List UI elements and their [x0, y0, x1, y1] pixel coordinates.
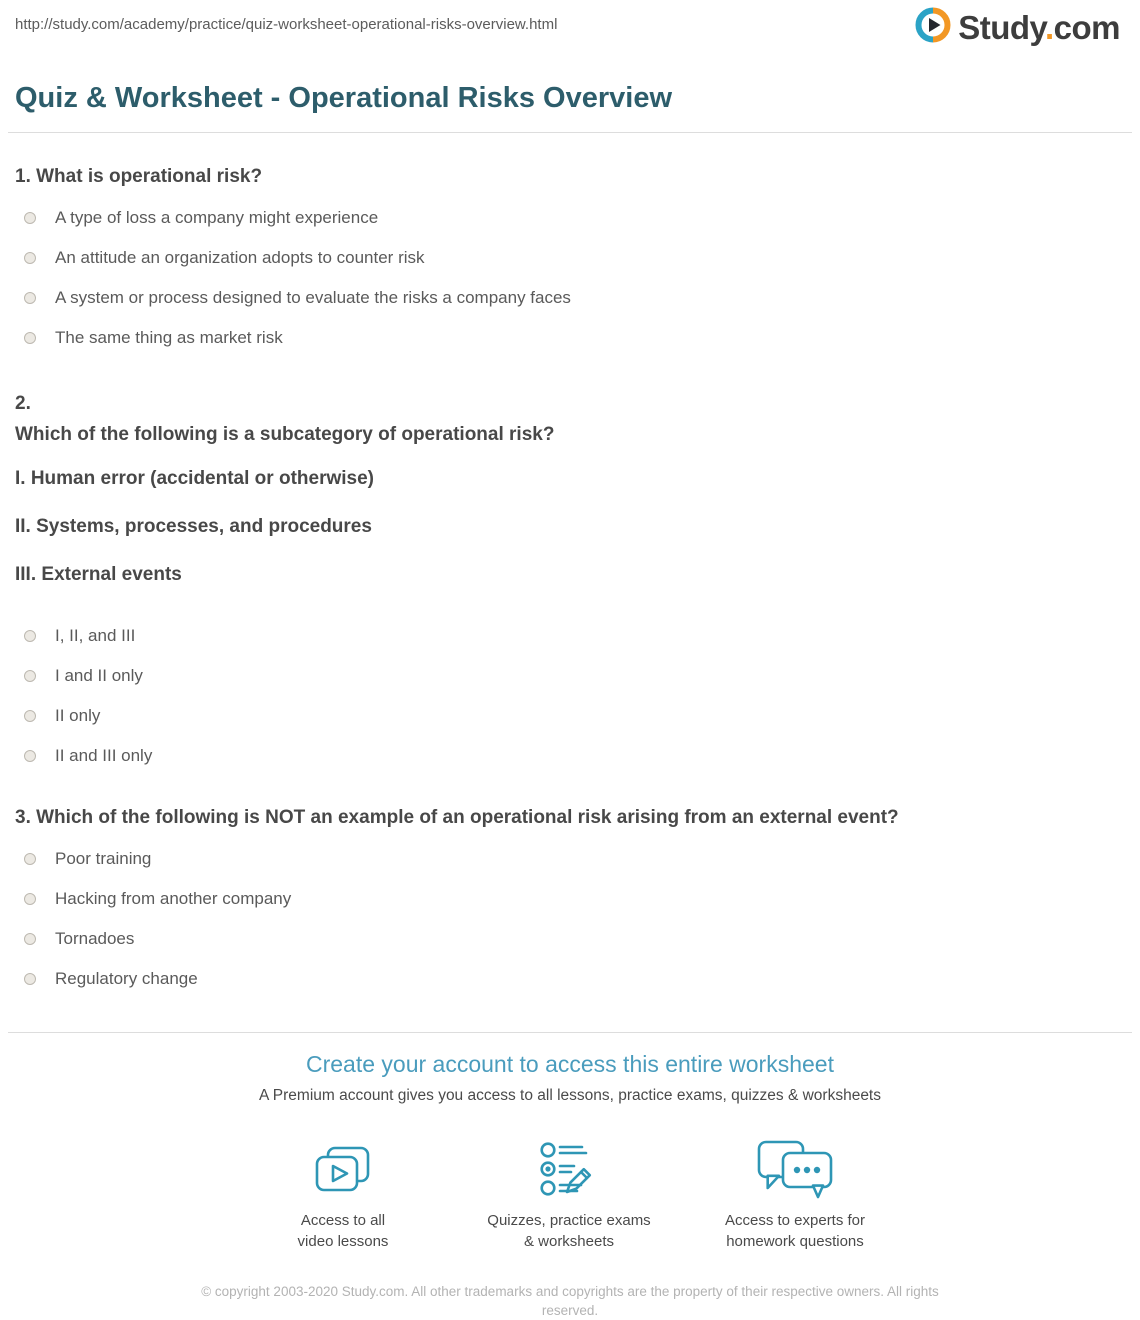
question-2 — [15, 389, 1140, 776]
copyright-notice: © copyright 2003-2020 Study.com. All other trademarks and copyrights are the property of their respective owners. All rights reserved. — [201, 1284, 939, 1318]
video-lessons-icon — [230, 1139, 456, 1199]
feature-quizzes-worksheets — [456, 1139, 682, 1252]
option-row[interactable] — [15, 198, 1140, 238]
option-label[interactable]: Hacking from another company — [55, 889, 292, 908]
option-label[interactable]: II only — [55, 706, 101, 725]
option-row[interactable] — [15, 278, 1140, 318]
radio-button[interactable] — [24, 750, 36, 762]
statement-3: III. External events — [15, 564, 182, 585]
radio-button[interactable] — [24, 853, 36, 865]
radio-button[interactable] — [24, 212, 36, 224]
question-1-options — [15, 198, 1140, 358]
option-row[interactable] — [15, 839, 1140, 879]
option-row[interactable] — [15, 959, 1140, 999]
question-1 — [15, 166, 1140, 358]
option-row[interactable] — [15, 656, 1140, 696]
feature-label: Access to all video lessons — [297, 1212, 389, 1250]
create-account-link[interactable]: Create your account to access this entire worksheet — [306, 1051, 834, 1077]
radio-button[interactable] — [24, 933, 36, 945]
option-label[interactable]: An attitude an organization adopts to counter risk — [55, 248, 425, 267]
radio-button[interactable] — [24, 252, 36, 264]
feature-label: Quizzes, practice exams & worksheets — [487, 1212, 651, 1250]
option-label[interactable]: A system or process designed to evaluate the risks a company faces — [55, 288, 571, 307]
radio-button[interactable] — [24, 710, 36, 722]
cta-section — [0, 1051, 1140, 1320]
question-2-options — [15, 616, 1140, 776]
option-label[interactable]: II and III only — [55, 746, 153, 765]
option-row[interactable] — [15, 238, 1140, 278]
chat-experts-icon — [682, 1139, 908, 1199]
question-3-options — [15, 839, 1140, 999]
radio-button[interactable] — [24, 670, 36, 682]
option-label[interactable]: Poor training — [55, 849, 152, 868]
feature-label: Access to experts for homework questions — [724, 1212, 866, 1250]
play-icon — [915, 7, 951, 48]
feature-expert-help — [682, 1139, 908, 1252]
feature-video-lessons — [230, 1139, 456, 1252]
question-2-number: 2. — [15, 393, 31, 414]
question-1-heading: 1. What is operational risk? — [15, 166, 263, 187]
statement-1: I. Human error (accidental or otherwise) — [15, 468, 374, 489]
option-row[interactable] — [15, 318, 1140, 358]
option-row[interactable] — [15, 736, 1140, 776]
option-row[interactable] — [15, 696, 1140, 736]
option-label[interactable]: Regulatory change — [55, 969, 198, 988]
page-header — [0, 0, 1140, 58]
quiz-worksheet-icon — [456, 1139, 682, 1199]
radio-button[interactable] — [24, 630, 36, 642]
logo-text: Study.com — [958, 8, 1120, 46]
option-row[interactable] — [15, 919, 1140, 959]
question-2-prompt: Which of the following is a subcategory of operational risk? — [15, 424, 555, 445]
statement-2: II. Systems, processes, and procedures — [15, 516, 372, 537]
page-url: http://study.com/academy/practice/quiz-worksheet-operational-risks-overview.html — [15, 16, 558, 33]
question-3 — [15, 807, 1140, 999]
features-row — [230, 1139, 910, 1252]
radio-button[interactable] — [24, 893, 36, 905]
option-label[interactable]: I, II, and III — [55, 626, 136, 645]
question-3-heading: 3. Which of the following is NOT an example of an operational risk arising from an external event? — [15, 807, 899, 828]
radio-button[interactable] — [24, 973, 36, 985]
option-label[interactable]: I and II only — [55, 666, 143, 685]
logo-dot: . — [1044, 8, 1054, 46]
option-row[interactable] — [15, 879, 1140, 919]
studycom-logo[interactable] — [915, 7, 1120, 48]
option-row[interactable] — [15, 616, 1140, 656]
option-label[interactable]: Tornadoes — [55, 929, 135, 948]
radio-button[interactable] — [24, 292, 36, 304]
option-label[interactable]: The same thing as market risk — [55, 328, 283, 347]
page-title: Quiz & Worksheet - Operational Risks Overview — [15, 82, 673, 114]
radio-button[interactable] — [24, 332, 36, 344]
cta-divider — [8, 1032, 1132, 1033]
option-label[interactable]: A type of loss a company might experience — [55, 208, 379, 227]
premium-subheading: A Premium account gives you access to all lessons, practice exams, quizzes & worksheets — [259, 1087, 881, 1104]
title-divider — [8, 132, 1132, 133]
